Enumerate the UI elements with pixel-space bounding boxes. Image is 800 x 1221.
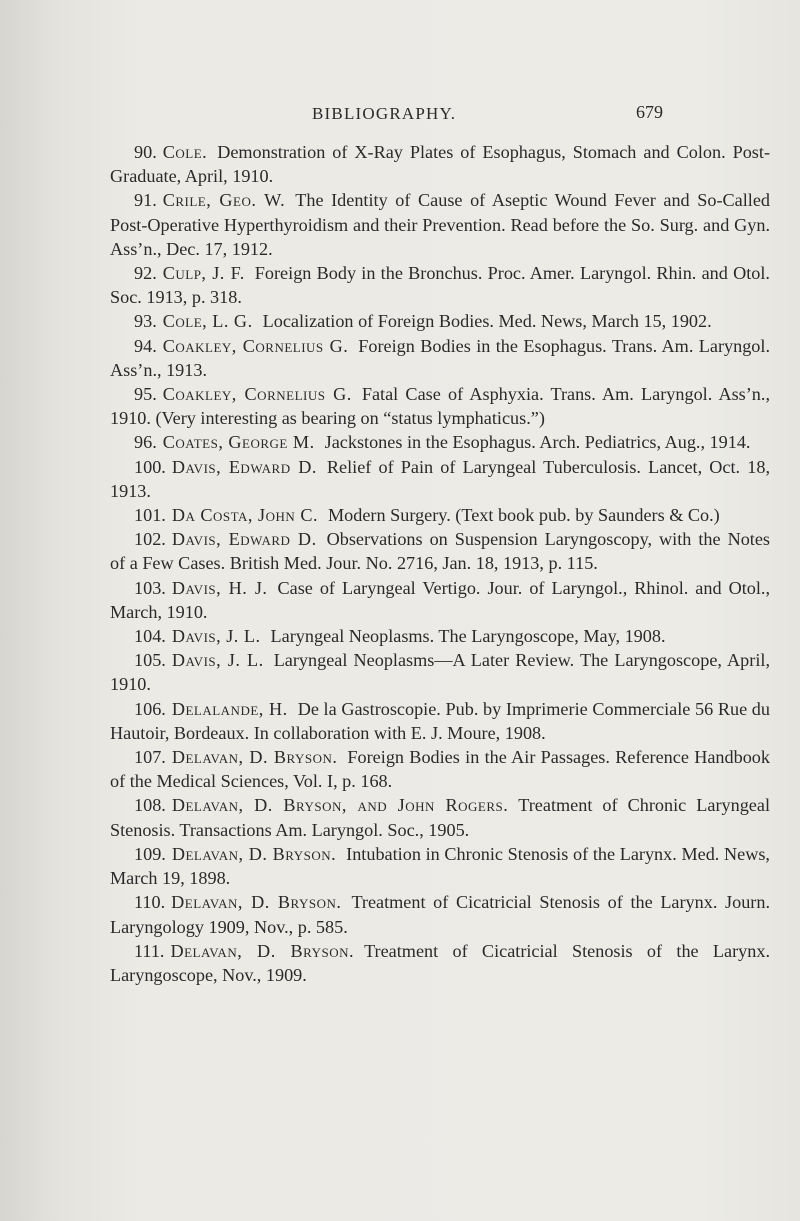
entry-author: Delalande, H.	[171, 698, 288, 719]
entry-text: Foreign Body in the Bronchus. Proc. Amer. Laryngol. Rhin. and Otol. Soc. 1913, p. 318.	[110, 263, 770, 308]
entry-author: Culp, J. F.	[162, 263, 245, 284]
entry-author: Delavan, D. Bryson.	[171, 747, 338, 768]
entry-number: 94.	[134, 335, 157, 356]
bibliography-entry	[110, 890, 770, 938]
entry-number: 102.	[134, 529, 166, 550]
bibliography-entry	[110, 261, 770, 309]
entry-text: Treatment of Cicatricial Stenosis of the Larynx. Laryngoscope, Nov., 1909.	[110, 940, 770, 985]
entry-author: Davis, J. L.	[171, 650, 264, 671]
bibliography-entry	[110, 697, 770, 745]
bibliography-entry	[110, 334, 770, 382]
entry-author: Davis, J. L.	[171, 626, 261, 647]
entry-text: Relief of Pain of Laryngeal Tuberculosis. Lancet, Oct. 18, 1913.	[110, 456, 770, 501]
bibliography-entry	[110, 188, 770, 261]
bibliography-entry	[110, 382, 770, 430]
bibliography-entry	[110, 624, 770, 648]
entry-author: Delavan, D. Bryson.	[171, 843, 337, 864]
entry-author: Coates, George M.	[162, 432, 315, 453]
bibliography-entry	[110, 576, 770, 624]
entry-number: 109.	[134, 843, 166, 864]
entry-text: Laryngeal Neoplasms. The Laryngoscope, May, 1908.	[270, 626, 666, 647]
page-number: 679	[636, 102, 663, 122]
entry-author: Cole.	[162, 142, 208, 162]
bibliography-list	[110, 140, 770, 987]
entry-number: 101.	[134, 505, 166, 526]
entry-number: 91.	[134, 190, 157, 211]
entry-author: Delavan, D. Bryson.	[170, 940, 355, 961]
entry-number: 92.	[134, 263, 157, 284]
entry-number: 96.	[134, 432, 157, 453]
entry-number: 107.	[134, 747, 166, 768]
bibliography-entry	[110, 527, 770, 575]
bibliography-entry	[110, 842, 770, 890]
bibliography-entry	[110, 140, 770, 188]
entry-text: Treatment of Cicatricial Stenosis of the Larynx. Journ. Laryngology 1909, Nov., p. 585.	[110, 892, 770, 937]
entry-author: Cole, L. G.	[162, 311, 253, 332]
bibliography-entry	[110, 939, 770, 987]
entry-number: 106.	[134, 698, 166, 719]
bibliography-entry	[110, 503, 770, 527]
bibliography-entry	[110, 648, 770, 696]
entry-text: Treatment of Chronic Laryngeal Stenosis. Transactions Am. Laryngol. Soc., 1905.	[110, 795, 770, 840]
entry-text: Foreign Bodies in the Esophagus. Trans. Am. Laryngol. Ass’n., 1913.	[110, 335, 770, 380]
entry-number: 90.	[134, 142, 157, 162]
entry-author: Coakley, Cornelius G.	[162, 335, 349, 356]
entry-number: 111.	[134, 940, 165, 961]
bibliography-entry	[110, 455, 770, 503]
entry-author: Delavan, D. Bryson.	[171, 892, 342, 913]
bibliography-entry	[110, 309, 770, 333]
entry-number: 103.	[134, 577, 166, 598]
entry-text: De la Gastroscopie. Pub. by Imprimerie Commerciale 56 Rue du Hautoir, Bordeaux. In collaboration with E. J. Moure, 1908.	[110, 698, 770, 743]
entry-number: 104.	[134, 626, 166, 647]
entry-text: Case of Laryngeal Vertigo. Jour. of Laryngol., Rhinol. and Otol., March, 1910.	[110, 577, 770, 622]
entry-text: The Identity of Cause of Aseptic Wound Fever and So-Called Post-Operative Hyperthyroidism and their Prevention. Read before the So. Surg. and Gyn. Ass’n., Dec. 17, 1912.	[110, 190, 770, 259]
entry-text: Demonstration of X-Ray Plates of Esophagus, Stomach and Colon. Post-Graduate, April, 1910.	[110, 142, 770, 187]
bibliography-entry	[110, 793, 770, 841]
entry-number: 93.	[134, 311, 157, 332]
entry-author: Crile, Geo. W.	[162, 190, 286, 211]
entry-text: Fatal Case of Asphyxia. Trans. Am. Laryngol. Ass’n., 1910. (Very interesting as bearing on “status lymphaticus.”)	[110, 384, 770, 429]
entry-number: 105.	[134, 650, 166, 671]
entry-text: Localization of Foreign Bodies. Med. News, March 15, 1902.	[262, 311, 712, 332]
bibliography-entry	[110, 745, 770, 793]
entry-text: Modern Surgery. (Text book pub. by Saunders & Co.)	[328, 505, 720, 526]
entry-author: Davis, Edward D.	[171, 456, 317, 477]
entry-author: Coakley, Cornelius G.	[162, 384, 352, 405]
entry-number: 110.	[134, 892, 166, 913]
bibliography-entry	[110, 430, 770, 454]
entry-text: Observations on Suspension Laryngoscopy, with the Notes of a Few Cases. British Med. Jour. No. 2716, Jan. 18, 1913, p. 115.	[110, 529, 771, 574]
entry-number: 95.	[134, 384, 157, 405]
entry-author: Davis, Edward D.	[171, 529, 317, 550]
entry-author: Da Costa, John C.	[171, 505, 318, 526]
entry-number: 108.	[134, 795, 166, 816]
entry-number: 100.	[134, 456, 166, 477]
entry-text: Foreign Bodies in the Air Passages. Reference Handbook of the Medical Sciences, Vol. I, p. 168.	[110, 747, 770, 792]
entry-author: Davis, H. J.	[171, 577, 268, 598]
entry-author: Delavan, D. Bryson, and John Rogers.	[171, 795, 509, 816]
entry-text: Laryngeal Neoplasms—A Later Review. The Laryngoscope, April, 1910.	[110, 650, 770, 695]
entry-text: Jackstones in the Esophagus. Arch. Pediatrics, Aug., 1914.	[324, 432, 751, 453]
page-header	[0, 104, 800, 134]
entry-text: Intubation in Chronic Stenosis of the Larynx. Med. News, March 19, 1898.	[110, 843, 770, 889]
running-title: BIBLIOGRAPHY.	[312, 104, 457, 123]
